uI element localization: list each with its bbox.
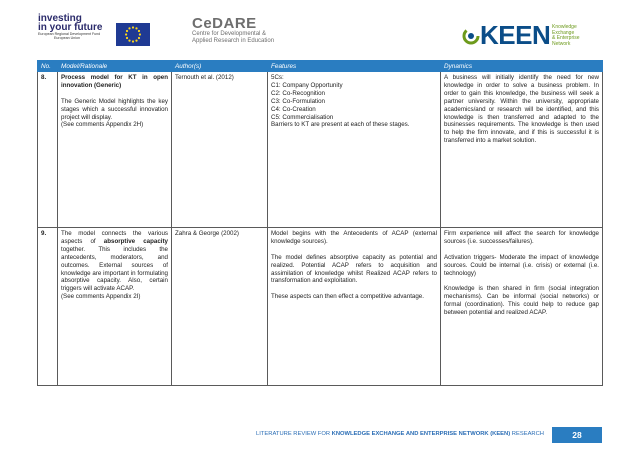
footer-text-2: KNOWLEDGE EXCHANGE AND ENTERPRISE NETWORK (KEEN) bbox=[331, 431, 511, 437]
feature-line: 5Cs: bbox=[271, 74, 284, 81]
table-row bbox=[38, 228, 603, 386]
models-table bbox=[37, 60, 603, 386]
features-cell bbox=[268, 228, 441, 386]
logo-small-text-2: European Union bbox=[54, 36, 80, 40]
model-desc-pre: The model connects the various aspects of bbox=[61, 230, 168, 245]
model-desc-bold: absorptive capacity bbox=[103, 237, 168, 245]
column-header-no: No. bbox=[38, 61, 58, 72]
feature-line: C1: Company Opportunity bbox=[271, 81, 343, 89]
feature-line: C2: Co-Recognition bbox=[271, 89, 325, 97]
feature-line: C5: Commercialisation bbox=[271, 113, 334, 121]
dynamics-cell bbox=[441, 228, 603, 386]
model-title: Process model for KT in open innovation (Generic) bbox=[61, 74, 168, 89]
column-header-authors: Author(s) bbox=[172, 61, 268, 72]
table-header-row bbox=[38, 61, 603, 72]
cedare-logo bbox=[192, 16, 322, 45]
feature-line: Barriers to KT are present at each of these stages. bbox=[271, 121, 410, 129]
footer-text-1: LITERATURE REVIEW FOR bbox=[256, 431, 332, 437]
dynamics-paragraph: Knowledge is then shared in firm (social integration mechanisms). Can be informal (social networks) or formal (coordination). This could help to reduce gap between potential and realized ACAP. bbox=[444, 285, 599, 317]
column-header-dynamics: Dynamics bbox=[441, 61, 603, 72]
row-number: 8. bbox=[38, 72, 58, 228]
cedare-sub-1: Centre for Developmental & bbox=[192, 31, 267, 37]
dynamics-paragraph: Activation triggers- Moderate the impact of knowledge sources. Could be internal (i.e. crisis) or external (i.e. technology) bbox=[444, 253, 599, 277]
page-header bbox=[0, 0, 638, 58]
feature-paragraph: Model begins with the Antecedents of ACAP (external knowledge sources). bbox=[271, 230, 437, 245]
column-header-model: Model/Rationale bbox=[58, 61, 172, 72]
cedare-name: CeDARE bbox=[192, 15, 257, 32]
footer-text bbox=[256, 431, 544, 437]
investing-in-your-future-logo bbox=[38, 14, 154, 52]
model-description bbox=[61, 230, 168, 293]
feature-paragraph: These aspects can then effect a competitive advantage. bbox=[271, 293, 424, 301]
row-number: 9. bbox=[38, 228, 58, 386]
column-header-features: Features bbox=[268, 61, 441, 72]
model-note: (See comments Appendix 2H) bbox=[61, 121, 144, 129]
authors-cell: Ternouth et al. (2012) bbox=[172, 72, 268, 228]
logo-line-2: in your future bbox=[38, 22, 103, 33]
logo-line-1: investing bbox=[38, 13, 82, 24]
keen-sub-3: & Enterprise bbox=[552, 35, 580, 42]
keen-word: KEEN bbox=[480, 20, 551, 50]
dynamics-cell: A business will initially identify the need for new knowledge in order to solve a business problem. In order to gain this knowledge, the business will seek a partner university. Within the university, appropriate academics/and or research will be identified, and this knowledge is then transferred and adapted to the businesses requirements. The knowledge is then used to help the firm innovate, and if this is successful it is transferred into a market solution. bbox=[441, 72, 603, 228]
feature-line: C4: Co-Creation bbox=[271, 105, 316, 113]
feature-line: C3: Co-Formulation bbox=[271, 97, 325, 105]
keen-sub-1: Knowledge bbox=[552, 24, 577, 30]
keen-sub-4: Network bbox=[552, 40, 571, 47]
features-cell bbox=[268, 72, 441, 228]
authors-cell: Zahra & George (2002) bbox=[172, 228, 268, 386]
dynamics-paragraph: Firm experience will affect the search for knowledge sources (i.e. successes/failures). bbox=[444, 230, 599, 245]
eu-flag-icon bbox=[116, 23, 150, 46]
model-cell bbox=[58, 72, 172, 228]
model-note: (See comments Appendix 2I) bbox=[61, 293, 141, 301]
page-number: 28 bbox=[552, 427, 602, 443]
keen-sub-2: Exchange bbox=[552, 29, 575, 36]
keen-swirl-icon bbox=[462, 25, 480, 47]
feature-paragraph: The model defines absorptive capacity as potential and realized. Potential ACAP refers to acquisition and assimilation of knowledge whilst Realized ACAP refers to transformation and exploitation. bbox=[271, 253, 437, 285]
logo-small-text: European Regional Development Fund bbox=[38, 32, 101, 36]
model-desc-post: together. This includes the antecedents, moderators, and outcomes. External sources of knowledge are important in formulating absorptive capacity. Also, certain triggers will activate ACAP. bbox=[61, 245, 168, 293]
page-footer bbox=[196, 427, 602, 443]
model-description: The Generic Model highlights the key stages which a successful innovation project will display. bbox=[61, 97, 168, 121]
cedare-sub-2: Applied Research in Education bbox=[192, 38, 275, 44]
footer-text-3: RESEARCH bbox=[510, 431, 544, 437]
model-cell bbox=[58, 228, 172, 386]
table-row bbox=[38, 72, 603, 228]
keen-logo bbox=[462, 22, 602, 54]
